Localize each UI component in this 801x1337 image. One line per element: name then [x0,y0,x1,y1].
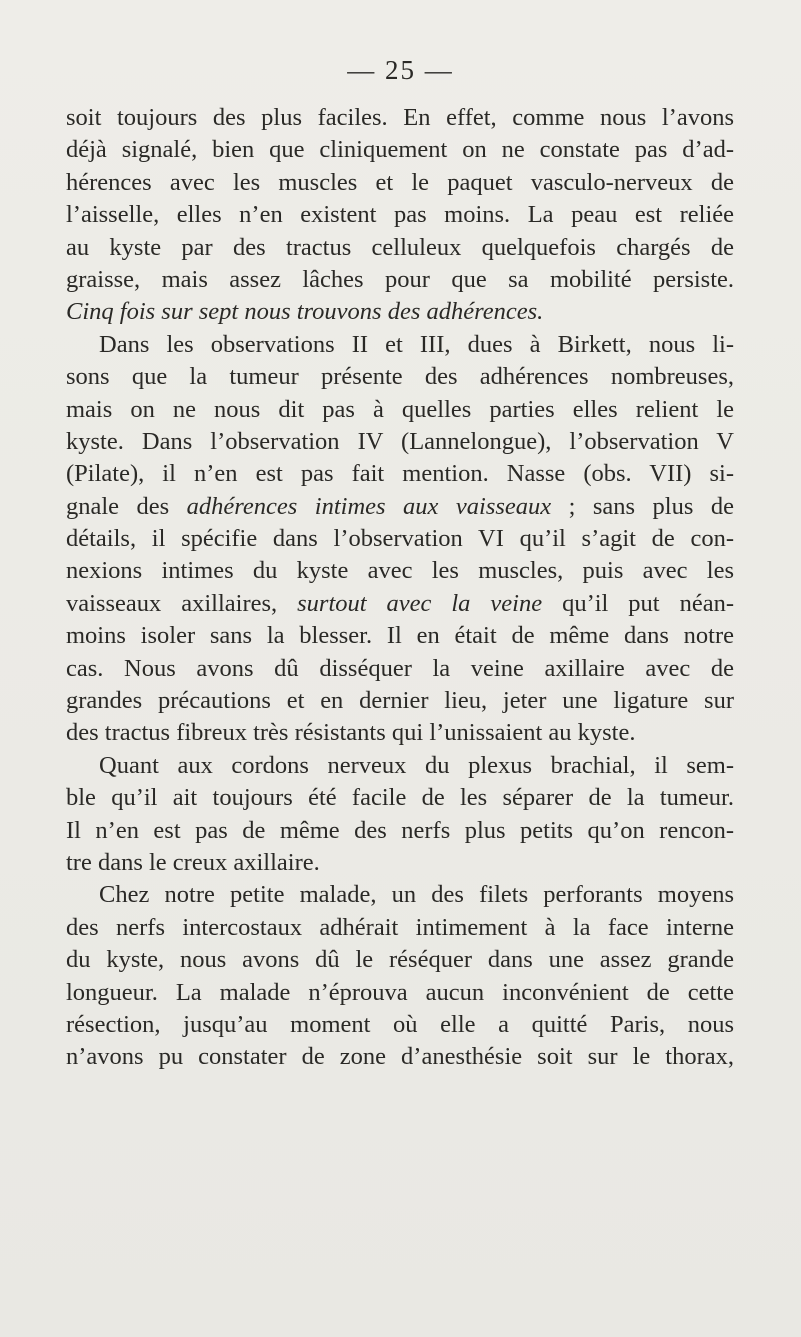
text-segment: graisse, mais assez lâches pour que sa mobilité persiste. [66,265,734,293]
text-line [66,782,734,814]
text-line [66,199,734,231]
body-text [66,102,734,1074]
text-line [66,458,734,490]
text-line [66,879,734,911]
text-segment: moins isoler sans la blesser. Il en était de même dans notre [66,622,734,650]
text-segment: n’avons pu constater de zone d’anesthésie soit sur le thorax, [66,1043,734,1071]
text-line [66,1041,734,1073]
text-line [66,944,734,976]
text-segment: grandes précautions et en dernier lieu, jeter une ligature sur [66,687,734,715]
italic-text: surtout avec la veine [297,589,543,617]
text-segment: gnale des [66,492,187,520]
text-line [66,1009,734,1041]
text-segment: Dans les observations II et III, dues à Birkett, nous li- [99,330,734,358]
text-segment: résection, jusqu’au moment où elle a quitté Paris, nous [66,1010,734,1038]
text-segment: soit toujours des plus faciles. En effet, comme nous l’avons [66,104,734,131]
text-line [66,167,734,199]
text-segment: (Pilate), il n’en est pas fait mention. Nasse (obs. VII) si- [66,460,734,488]
text-segment: cas. Nous avons dû disséquer la veine axillaire avec de [66,654,734,682]
text-line [66,588,734,620]
text-line [66,264,734,296]
text-segment: du kyste, nous avons dû le réséquer dans une assez grande [66,946,734,974]
text-segment: kyste. Dans l’observation IV (Lannelongue), l’observation V [66,427,734,455]
text-line [66,847,734,879]
text-segment: au kyste par des tractus celluleux quelquefois chargés de [66,233,734,261]
text-line [66,523,734,555]
text-segment: l’aisselle, elles n’en existent pas moins. La peau est reliée [66,201,734,229]
page-number: — 25 — [347,55,454,85]
text-line [66,232,734,264]
text-line [66,977,734,1009]
text-line [66,750,734,782]
text-line [66,296,734,328]
text-line [66,815,734,847]
text-line [66,102,734,134]
text-segment: Chez notre petite malade, un des filets perforants moyens [99,881,734,909]
text-line [66,394,734,426]
text-segment: longueur. La malade n’éprouva aucun inconvénient de cette [66,978,734,1006]
text-line [66,717,734,749]
text-line [66,134,734,166]
text-segment: des nerfs intercostaux adhérait intimement à la face interne [66,913,734,941]
text-line [66,426,734,458]
text-line [66,329,734,361]
text-segment: Il n’en est pas de même des nerfs plus petits qu’on rencon- [66,816,734,844]
text-segment: hérences avec les muscles et le paquet vasculo-nerveux de [66,168,734,196]
text-segment: tre dans le creux axillaire. [66,848,320,876]
italic-text: Cinq fois sur sept nous trouvons des adhérences. [66,298,544,326]
text-segment: qu’il put néan- [542,589,734,617]
text-segment: déjà signalé, bien que cliniquement on ne constate pas d’ad- [66,136,734,164]
text-segment: vaisseaux axillaires, [66,589,298,617]
text-segment: ble qu’il ait toujours été facile de les séparer de la tumeur. [66,784,734,812]
text-line [66,555,734,587]
text-line [66,491,734,523]
text-segment: mais on ne nous dit pas à quelles parties elles relient le [66,395,734,423]
text-line [66,653,734,685]
text-line [66,912,734,944]
text-line [66,620,734,652]
italic-text: adhérences intimes aux vaisseaux [186,492,552,520]
text-segment: Quant aux cordons nerveux du plexus brachial, il sem- [99,751,734,779]
text-segment: des tractus fibreux très résistants qui l’unissaient au kyste. [66,719,636,747]
text-segment: nexions intimes du kyste avec les muscles, puis avec les [66,557,734,585]
text-segment: détails, il spécifie dans l’observation VI qu’il s’agit de con- [66,525,734,553]
text-line [66,685,734,717]
text-segment: ; sans plus de [551,492,734,520]
text-segment: sons que la tumeur présente des adhérences nombreuses, [66,363,734,391]
text-line [66,361,734,393]
